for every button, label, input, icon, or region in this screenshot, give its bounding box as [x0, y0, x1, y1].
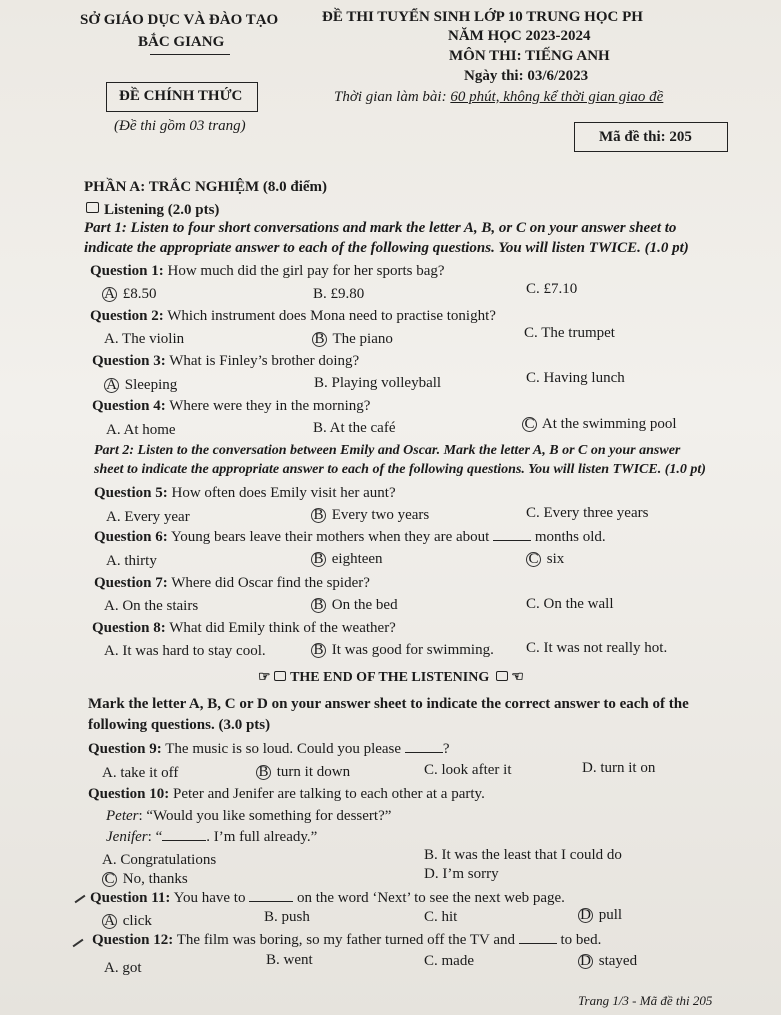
q11-option-a	[102, 913, 152, 930]
q8-option-a: A. It was hard to stay cool.	[104, 643, 266, 659]
q3-option-c: C. Having lunch	[526, 370, 625, 386]
option-text: At the swimming pool	[539, 416, 677, 432]
option-text: £8.50	[119, 286, 157, 302]
school-year: NĂM HỌC 2023-2024	[448, 28, 591, 44]
question-11	[90, 890, 565, 907]
question-text: How much did the girl pay for her sports bag?	[163, 263, 445, 279]
mark-instruction-1: Mark the letter A, B, C or D on your answer sheet to indicate the correct answer to each of the	[88, 696, 689, 712]
q12-option-c: C. made	[424, 953, 474, 969]
answer-blank	[493, 530, 531, 541]
q6-option-a: A. thirty	[106, 553, 157, 569]
q9-option-c: C. look after it	[424, 762, 512, 778]
answer-circle: C	[102, 872, 117, 887]
q3-option-b: B. Playing volleyball	[314, 375, 442, 391]
q6-option-c	[526, 551, 564, 568]
question-text: The film was boring, so my father turned off the TV and	[173, 932, 519, 948]
question-12	[92, 932, 601, 949]
speaker-text-end: . I’m full already.”	[206, 829, 318, 845]
question-number: Question 4:	[92, 398, 166, 414]
option-text: stayed	[595, 953, 638, 969]
answer-blank	[249, 891, 293, 902]
answer-circle: C	[522, 417, 537, 432]
answer-circle: B	[311, 598, 326, 613]
question-number: Question 3:	[92, 353, 166, 369]
question-5	[94, 485, 396, 502]
pen-mark	[73, 939, 84, 948]
question-number: Question 9:	[88, 741, 162, 757]
q11-option-d	[578, 907, 622, 924]
province-name: BẮC GIANG	[138, 34, 225, 50]
answer-blank	[519, 933, 557, 944]
q10-jenifer-line	[106, 829, 317, 846]
question-number: Question 10:	[88, 786, 170, 802]
option-text: On the bed	[328, 597, 398, 613]
header-underline	[150, 54, 230, 55]
time-duration: 60 phút, không kể thời gian giao đề	[450, 89, 664, 105]
question-text: What did Emily think of the weather?	[165, 620, 396, 636]
department-name: SỞ GIÁO DỤC VÀ ĐÀO TẠO	[80, 12, 279, 28]
option-text: six	[543, 551, 565, 567]
official-label: ĐỀ CHÍNH THỨC	[119, 88, 243, 104]
question-number: Question 7:	[94, 575, 168, 591]
part2-instruction-1: Part 2: Listen to the conversation between Emily and Oscar. Mark the letter A, B or C on your answer	[94, 443, 681, 458]
q11-option-c: C. hit	[424, 909, 458, 925]
question-text: Where were they in the morning?	[165, 398, 371, 414]
section-a-title: PHẦN A: TRẮC NGHIỆM (8.0 điểm)	[84, 179, 328, 195]
option-text: turn it down	[273, 764, 351, 780]
official-box	[106, 82, 258, 112]
q10-peter-line	[106, 808, 391, 825]
exam-code: Mã đề thi: 205	[599, 129, 692, 145]
listening-heading	[86, 202, 219, 219]
answer-circle: B	[311, 552, 326, 567]
end-of-listening	[258, 669, 524, 686]
part2-instruction-2: sheet to indicate the appropriate answer to each of the following questions. You will listen TWICE. (1.0 pt)	[94, 462, 706, 477]
option-text: No, thanks	[119, 871, 188, 887]
option-text: Every two years	[328, 507, 430, 523]
answer-blank	[405, 742, 443, 753]
q2-option-a: A. The violin	[104, 331, 185, 347]
answer-circle: A	[102, 287, 117, 302]
question-10	[88, 786, 485, 803]
pointing-hand-icon: ☞	[258, 670, 275, 685]
option-text: click	[119, 913, 152, 929]
answer-circle: D	[578, 954, 593, 969]
question-text-end: on the word ‘Next’ to see the next web page.	[293, 890, 565, 906]
question-text: How often does Emily visit her aunt?	[167, 485, 396, 501]
q1-option-c: C. £7.10	[526, 281, 578, 297]
question-number: Question 6:	[94, 529, 168, 545]
q12-option-d	[578, 953, 637, 970]
pointing-hand-icon: ☜	[507, 670, 524, 685]
question-text: What is Finley’s brother doing?	[165, 353, 360, 369]
q9-option-b	[256, 764, 350, 781]
headphone-icon	[86, 202, 99, 213]
answer-circle: B	[256, 765, 271, 780]
question-2	[90, 308, 496, 325]
exam-code-box	[574, 122, 728, 152]
page-count: (Đề thi gồm 03 trang)	[114, 118, 246, 134]
answer-circle: D	[578, 908, 593, 923]
q7-option-b	[311, 597, 398, 614]
speaker-name: Peter	[106, 808, 139, 824]
end-listening-label: THE END OF THE LISTENING	[290, 670, 490, 685]
question-number: Question 8:	[92, 620, 166, 636]
exam-title: ĐỀ THI TUYỂN SINH LỚP 10 TRUNG HỌC PH	[322, 9, 643, 25]
answer-blank	[162, 830, 206, 841]
q5-option-a: A. Every year	[106, 509, 190, 525]
q12-option-b: B. went	[266, 952, 313, 968]
option-text: It was good for swimming.	[328, 642, 494, 658]
question-8	[92, 620, 396, 637]
q10-option-b: B. It was the least that I could do	[424, 847, 622, 863]
question-6	[94, 529, 606, 546]
question-text-end: to bed.	[556, 932, 602, 948]
q9-option-d: D. turn it on	[582, 760, 656, 776]
question-1	[90, 263, 445, 280]
q8-option-c: C. It was not really hot.	[526, 640, 668, 656]
subject-title: MÔN THI: TIẾNG ANH	[449, 48, 610, 64]
q4-option-a: A. At home	[106, 422, 176, 438]
answer-circle: B	[311, 643, 326, 658]
pen-mark	[75, 895, 86, 904]
headphone-icon	[274, 671, 286, 681]
question-7	[94, 575, 370, 592]
headphone-icon	[496, 671, 508, 681]
question-number: Question 12:	[92, 932, 174, 948]
option-text: eighteen	[328, 551, 383, 567]
page-footer: Trang 1/3 - Mã đề thi 205	[578, 993, 713, 1008]
exam-date: Ngày thi: 03/6/2023	[464, 68, 589, 84]
q2-option-c: C. The trumpet	[524, 325, 615, 341]
answer-circle: A	[104, 378, 119, 393]
q5-option-c: C. Every three years	[526, 505, 649, 521]
question-text: Peter and Jenifer are talking to each other at a party.	[169, 786, 485, 802]
q11-option-b: B. push	[264, 909, 310, 925]
mark-instruction-2: following questions. (3.0 pts)	[88, 717, 271, 733]
question-text-end: ?	[442, 741, 450, 757]
answer-circle: B	[311, 508, 326, 523]
question-number: Question 5:	[94, 485, 168, 501]
question-number: Question 11:	[90, 890, 171, 906]
question-text: Where did Oscar find the spider?	[167, 575, 370, 591]
part1-instruction-2: indicate the appropriate answer to each of the following questions. You will listen TWICE. (1.0 pt)	[84, 240, 689, 256]
question-number: Question 1:	[90, 263, 164, 279]
q2-option-b	[312, 331, 393, 348]
q6-option-b	[311, 551, 383, 568]
answer-circle: A	[102, 914, 117, 929]
question-9	[88, 741, 449, 758]
listening-label: Listening (2.0 pts)	[104, 202, 220, 218]
question-text: The music is so loud. Could you please	[161, 741, 405, 757]
time-prefix: Thời gian làm bài:	[334, 89, 451, 105]
question-4	[92, 398, 370, 415]
q12-option-a: A. got	[104, 960, 142, 976]
question-text: Young bears leave their mothers when they are about	[167, 529, 494, 545]
speaker-text: : “	[147, 829, 163, 845]
time-allowed	[334, 89, 663, 106]
option-text: Sleeping	[121, 377, 178, 393]
q4-option-b: B. At the café	[313, 420, 396, 436]
option-text: The piano	[329, 331, 393, 347]
q8-option-b	[311, 642, 494, 659]
q7-option-a: A. On the stairs	[104, 598, 199, 614]
q9-option-a: A. take it off	[102, 765, 179, 781]
q10-option-a: A. Congratulations	[102, 852, 217, 868]
speaker-name: Jenifer	[106, 829, 148, 845]
q10-option-c	[102, 871, 188, 888]
option-text: pull	[595, 907, 623, 923]
q1-option-a	[102, 286, 157, 303]
speaker-text: : “Would you like something for dessert?”	[138, 808, 392, 824]
q3-option-a	[104, 377, 177, 394]
answer-circle: B	[312, 332, 327, 347]
question-text: Which instrument does Mona need to practise tonight?	[163, 308, 496, 324]
q1-option-b: B. £9.80	[313, 286, 365, 302]
q10-option-d: D. I’m sorry	[424, 866, 499, 882]
question-3	[92, 353, 359, 370]
q7-option-c: C. On the wall	[526, 596, 614, 612]
q5-option-b	[311, 507, 429, 524]
question-text: You have to	[170, 890, 250, 906]
part1-instruction-1: Part 1: Listen to four short conversations and mark the letter A, B, or C on your answer sheet to	[84, 220, 677, 236]
answer-circle: C	[526, 552, 541, 567]
question-text-end: months old.	[531, 529, 606, 545]
question-number: Question 2:	[90, 308, 164, 324]
q4-option-c	[522, 416, 677, 433]
